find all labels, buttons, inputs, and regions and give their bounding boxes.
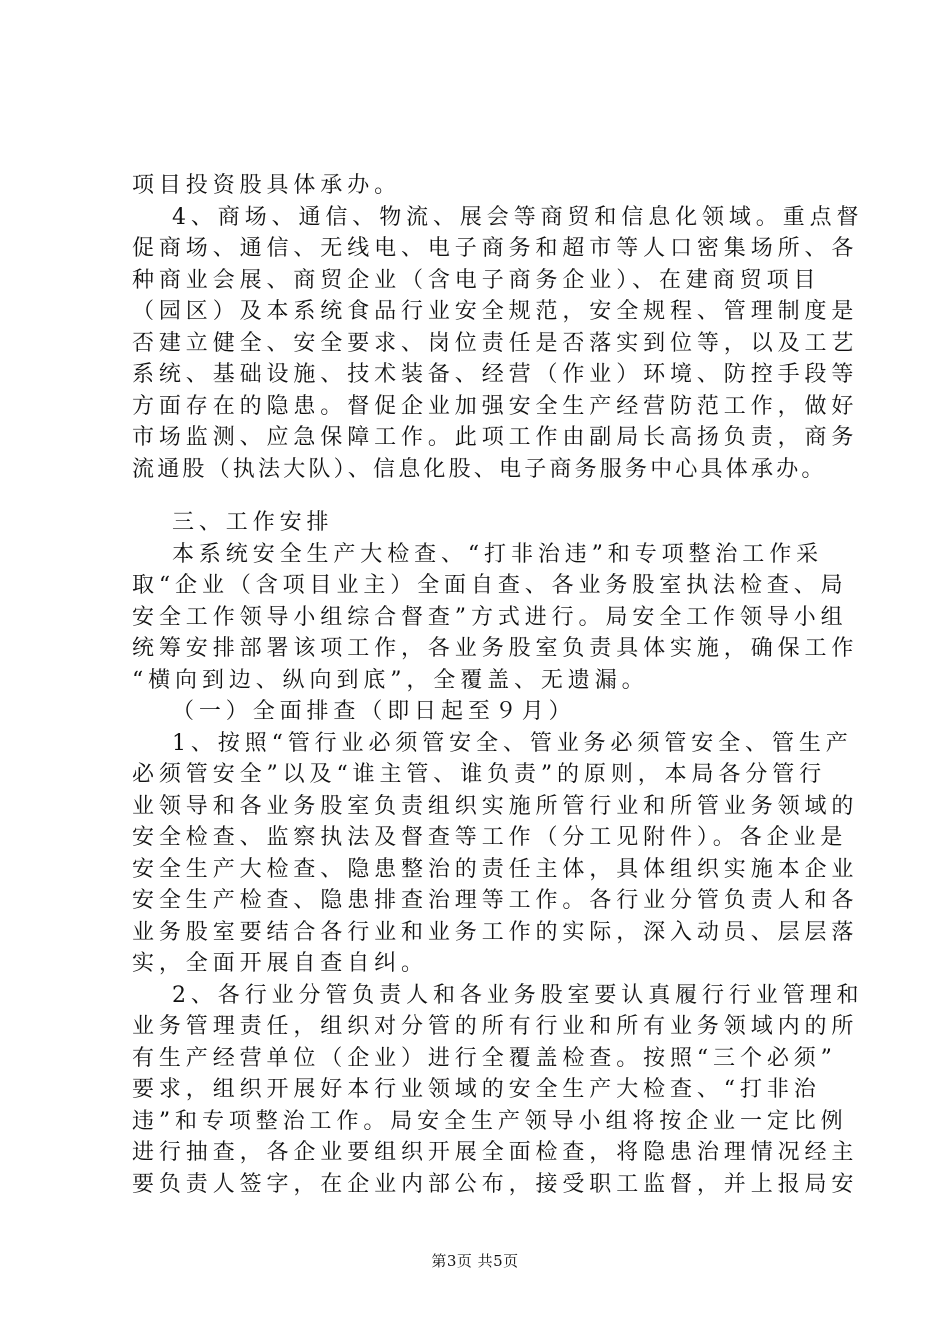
text-line: 要求，组织开展好本行业领域的安全生产大检查、“打非治: [132, 1077, 821, 1102]
text-line: 促商场、通信、无线电、电子商务和超市等人口密集场所、各: [132, 236, 859, 261]
paragraph-start: 4、商场、通信、物流、展会等商贸和信息化领域。重点督: [172, 204, 864, 230]
text-line: 取“企业（含项目业主）全面自查、各业务股室执法检查、局: [132, 573, 848, 598]
text-line: 业领导和各业务股室负责组织实施所管行业和所管业务领域的: [132, 793, 859, 819]
document-body: [132, 170, 864, 1200]
text-line: 必须管安全”以及“谁主管、谁负责”的原则，本局各分管行: [132, 762, 827, 787]
paragraph-start: 1、按照“管行业必须管安全、管业务必须管安全、管生产: [172, 730, 853, 756]
subsection-heading: （一）全面排查（即日起至９月）: [172, 699, 576, 724]
text-line: 业务股室要结合各行业和业务工作的实际，深入动员、层层落: [132, 919, 859, 945]
text-line: 安全检查、监察执法及督查等工作（分工见附件）。各企业是: [132, 825, 848, 850]
section-heading: 三、工作安排: [172, 510, 334, 535]
text-line: 市场监测、应急保障工作。此项工作由副局长高扬负责，商务: [132, 425, 859, 450]
text-line: 业务管理责任，组织对分管的所有行业和所有业务领域内的所: [132, 1014, 859, 1039]
text-line: “横向到边、纵向到底”，全覆盖、无遗漏。: [132, 667, 649, 693]
paragraph-start: 本系统安全生产大检查、“打非治违”和专项整治工作采: [172, 541, 823, 567]
text-line: 违”和专项整治工作。局安全生产领导小组将按企业一定比例: [132, 1108, 848, 1134]
text-line: 系统、基础设施、技术装备、经营（作业）环境、防控手段等: [132, 362, 859, 387]
text-line: 要负责人签字，在企业内部公布，接受职工监督，并上报局安: [132, 1171, 859, 1197]
text-line: 统筹安排部署该项工作，各业务股室负责具体实施，确保工作: [132, 636, 859, 661]
text-line: （园区）及本系统食品行业安全规范，安全规程、管理制度是: [132, 299, 859, 324]
paragraph-start: 2、各行业分管负责人和各业务股室要认真履行行业管理和: [172, 982, 864, 1008]
text-line: 实，全面开展自查自纠。: [132, 951, 428, 976]
text-line: 安全生产检查、隐患排查治理等工作。各行业分管负责人和各: [132, 888, 859, 913]
text-line: 有生产经营单位（企业）进行全覆盖检查。按照“三个必须”: [132, 1045, 837, 1071]
text-line: 否建立健全、安全要求、岗位责任是否落实到位等，以及工艺: [132, 330, 859, 356]
page-number-footer: 第3页 共5页: [431, 1252, 519, 1270]
text-line: 安全工作领导小组综合督查”方式进行。局安全工作领导小组: [132, 604, 848, 630]
text-line: 进行抽查，各企业要组织开展全面检查，将隐患治理情况经主: [132, 1140, 859, 1165]
text-line: 项目投资股具体承办。: [132, 173, 402, 198]
text-line: 流通股（执法大队）、信息化股、电子商务服务中心具体承办。: [132, 456, 827, 482]
text-line: 方面存在的隐患。督促企业加强安全生产经营防范工作，做好: [132, 393, 859, 419]
text-line: 种商业会展、商贸企业（含电子商务企业）、在建商贸项目: [132, 267, 821, 293]
text-line: 安全生产大检查、隐患整治的责任主体，具体组织实施本企业: [132, 856, 859, 882]
